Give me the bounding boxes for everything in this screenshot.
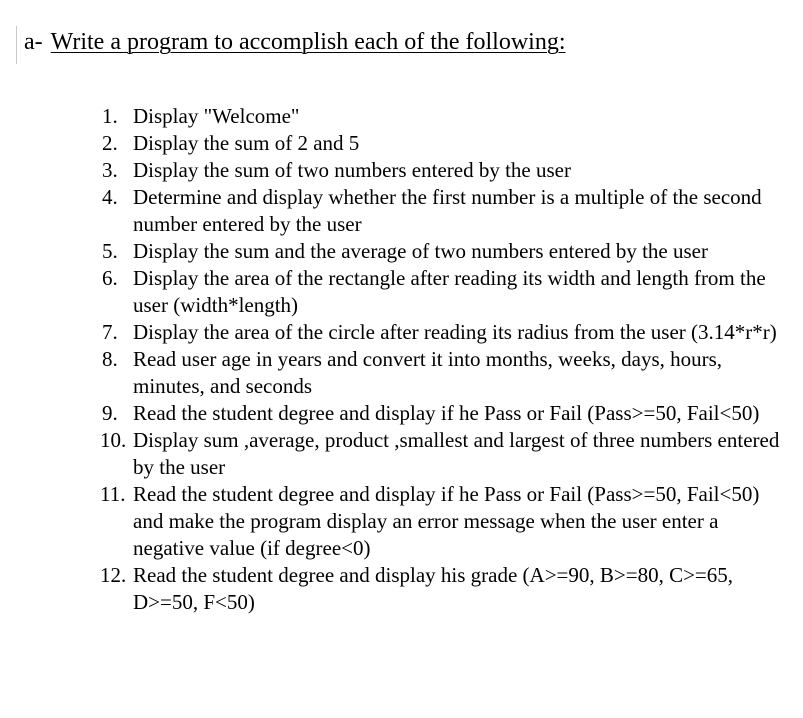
task-text: Read the student degree and display if he Pass or Fail (Pass>=50, Fail<50) and make the program display an error message when the user enter a negative value (if degree<0) bbox=[133, 482, 760, 560]
task-text: Display sum ,average, product ,smallest and largest of three numbers entered by the user bbox=[133, 428, 780, 479]
task-number: 3. bbox=[102, 158, 118, 182]
task-text: Determine and display whether the first number is a multiple of the second number entered by the user bbox=[133, 185, 762, 236]
task-number: 7. bbox=[102, 320, 118, 344]
task-item-1 bbox=[102, 103, 782, 130]
task-text: Display the sum of 2 and 5 bbox=[133, 131, 360, 155]
task-number: 8. bbox=[102, 347, 118, 371]
task-number: 6. bbox=[102, 266, 118, 290]
task-text: Display the sum of two numbers entered by the user bbox=[133, 158, 571, 182]
task-number: 1. bbox=[102, 104, 118, 128]
task-text: Display "Welcome" bbox=[133, 104, 300, 128]
task-text: Read user age in years and convert it into months, weeks, days, hours, minutes, and seconds bbox=[133, 347, 723, 398]
task-number: 5. bbox=[102, 239, 118, 263]
task-item-5 bbox=[102, 238, 782, 265]
section-heading bbox=[24, 24, 566, 60]
task-text: Display the sum and the average of two numbers entered by the user bbox=[133, 239, 708, 263]
task-number: 11. bbox=[100, 482, 126, 506]
task-item-10 bbox=[102, 427, 782, 481]
task-number: 9. bbox=[102, 401, 118, 425]
task-item-6 bbox=[102, 265, 782, 319]
task-item-4 bbox=[102, 184, 782, 238]
section-prefix: a- bbox=[24, 29, 43, 55]
task-item-3 bbox=[102, 157, 782, 184]
task-item-11 bbox=[102, 481, 782, 562]
task-text: Display the area of the circle after reading its radius from the user (3.14*r*r) bbox=[133, 320, 777, 344]
section-title: Write a program to accomplish each of the following: bbox=[50, 29, 566, 55]
task-item-2 bbox=[102, 130, 782, 157]
task-item-9 bbox=[102, 400, 782, 427]
task-number: 4. bbox=[102, 185, 118, 209]
task-text: Display the area of the rectangle after reading its width and length from the user (width*length) bbox=[133, 266, 766, 317]
task-number: 2. bbox=[102, 131, 118, 155]
task-number: 12. bbox=[100, 563, 127, 587]
task-text: Read the student degree and display if he Pass or Fail (Pass>=50, Fail<50) bbox=[133, 401, 760, 425]
task-text: Read the student degree and display his grade (A>=90, B>=80, C>=65, D>=50, F<50) bbox=[133, 563, 734, 614]
task-item-7 bbox=[102, 319, 782, 346]
task-number: 10. bbox=[100, 428, 127, 452]
task-item-8 bbox=[102, 346, 782, 400]
task-list bbox=[102, 103, 782, 616]
task-item-12 bbox=[102, 562, 782, 616]
margin-rule bbox=[16, 26, 17, 64]
